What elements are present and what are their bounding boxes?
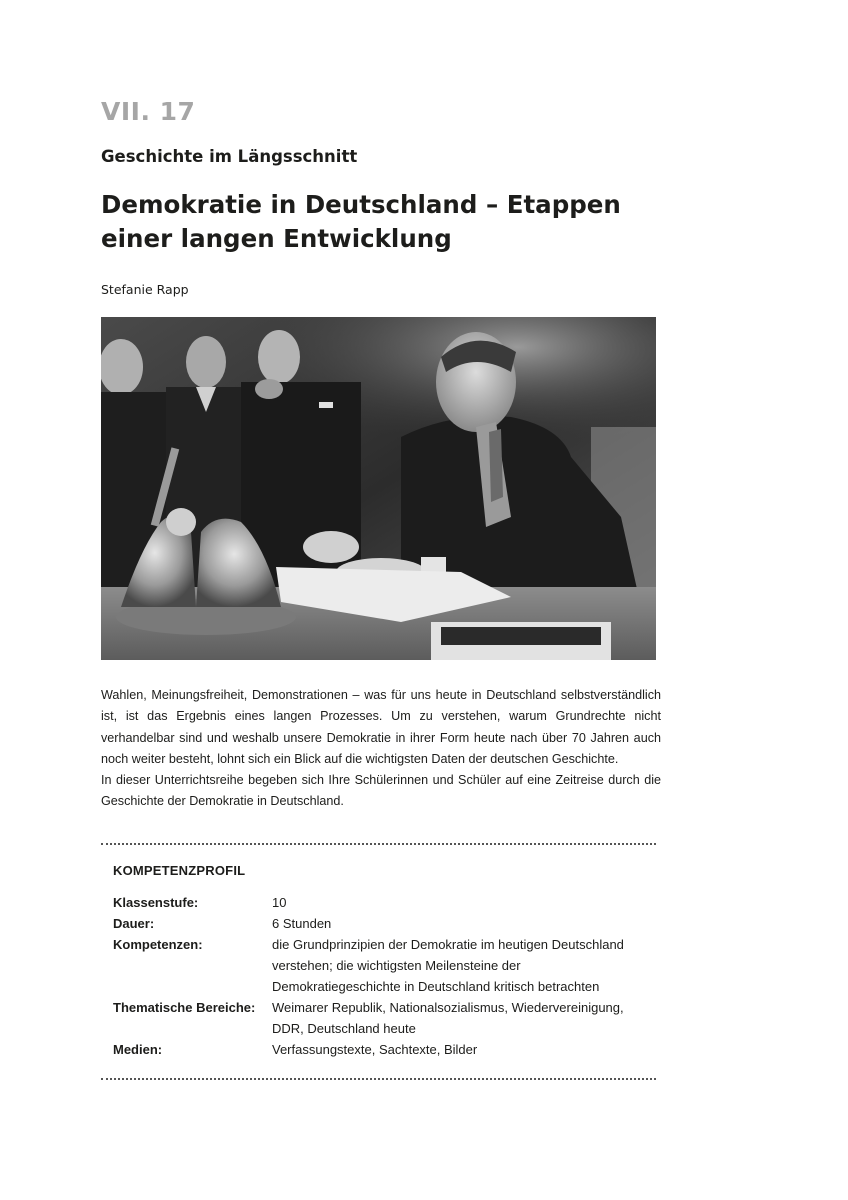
profile-value: 10: [272, 895, 287, 910]
chapter-number: VII. 17: [101, 97, 196, 126]
intro-text: [101, 685, 661, 813]
series-title: Geschichte im Längsschnitt: [101, 147, 358, 166]
profile-label: Thematische Bereiche:: [113, 1000, 256, 1015]
divider-top: [101, 843, 656, 845]
profile-value: die Grundprinzipien der Demokratie im heutigen Deutschland verstehen; die wichtigsten Meilensteine der Demokratiegeschichte in Deutschland kritisch betrachten: [272, 937, 624, 994]
profile-value: Verfassungstexte, Sachtexte, Bilder: [272, 1042, 478, 1057]
profile-row-grade: [113, 892, 658, 913]
page-title: [101, 188, 661, 256]
historical-photo: [101, 317, 656, 660]
profile-row-media: [113, 1039, 658, 1060]
title-line-2: einer langen Entwicklung: [101, 224, 452, 253]
profile-title: KOMPETENZPROFIL: [113, 863, 246, 878]
profile-label: Kompetenzen:: [113, 937, 203, 952]
photo-illustration: [101, 317, 656, 660]
profile-row-competences: [113, 934, 658, 997]
profile-row-topics: [113, 997, 658, 1039]
intro-paragraph-2: In dieser Unterrichtsreihe begeben sich Ihre Schülerinnen und Schüler auf eine Zeitreise durch die Geschichte der Demokratie in Deutschland.: [101, 773, 661, 809]
divider-bottom: [101, 1078, 656, 1080]
profile-value: 6 Stunden: [272, 916, 332, 931]
profile-value: Weimarer Republik, Nationalsozialismus, Wiedervereinigung, DDR, Deutschland heute: [272, 1000, 624, 1036]
profile-label: Dauer:: [113, 916, 155, 931]
author: Stefanie Rapp: [101, 282, 189, 297]
intro-paragraph-1: Wahlen, Meinungsfreiheit, Demonstrationen – was für uns heute in Deutschland selbstverständlich ist, ist das Ergebnis eines langen Prozesses. Um zu verstehen, warum Grundrechte nicht verhandelbar sind und weshalb unsere Demokratie in ihrer Form heute nach über 70 Jahren auch noch weiter besteht, lohnt sich ein Blick auf die wichtigsten Daten der deutschen Geschichte.: [101, 688, 661, 766]
competence-profile: [113, 862, 658, 1060]
profile-label: Klassenstufe:: [113, 895, 199, 910]
title-line-1: Demokratie in Deutschland – Etappen: [101, 190, 621, 219]
profile-label: Medien:: [113, 1042, 163, 1057]
profile-row-duration: [113, 913, 658, 934]
pen-tray: [431, 622, 611, 660]
